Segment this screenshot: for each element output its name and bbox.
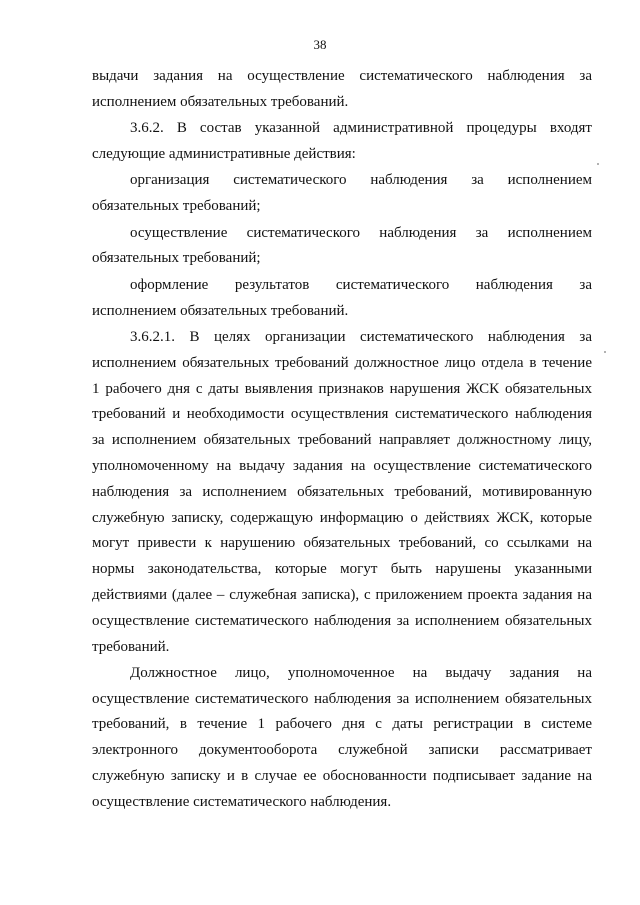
page-number: 38 (313, 37, 327, 52)
text-line: обязательных требований; (92, 250, 261, 267)
text-line: обязательных требований; (92, 198, 261, 215)
text-line: требований. (92, 638, 170, 655)
text-line: за исполнением обязательных требований направляет должностному лицу, (92, 432, 592, 449)
text-line: выдачи задания на осуществление систематического наблюдения за (92, 68, 592, 84)
text-line: исполнением обязательных требований. (92, 302, 349, 319)
text-line: Должностное лицо, уполномоченное на выдачу задания на (130, 664, 592, 681)
text-line: наблюдения за исполнением обязательных требований, мотивированную (92, 483, 592, 500)
text-line: требований, в течение 1 рабочего дня с даты регистрации в системе (92, 716, 592, 733)
text-line: могут привести к нарушению обязательных требований, со ссылками на (92, 535, 592, 552)
text-line: осуществление систематического наблюдения за исполнением обязательных (92, 690, 592, 707)
text-line: электронного документооборота служебной записки рассматривает (92, 742, 592, 759)
text-line: требований и необходимости осуществления систематического наблюдения (92, 406, 592, 423)
text-line: служебную записку, содержащую информацию о действиях ЖСК, которые (92, 509, 592, 526)
text-line: следующие административные действия: (92, 145, 356, 162)
document-body (92, 64, 592, 816)
text-line: оформление результатов систематического наблюдения за (130, 276, 592, 293)
text-line: служебную записку и в случае ее обоснованности подписывает задание на (92, 768, 592, 785)
text-line: исполнением обязательных требований должностное лицо отдела в течение (92, 354, 592, 371)
text-line: исполнением обязательных требований. (92, 93, 349, 110)
text-line: осуществление систематического наблюдения за исполнением (130, 224, 592, 241)
text-line: действиями (далее – служебная записка), с приложением проекта задания на (92, 586, 592, 603)
scan-speck (604, 351, 606, 353)
text-line: организация систематического наблюдения за исполнением (130, 172, 592, 189)
text-line: уполномоченному на выдачу задания на осуществление систематического (92, 457, 592, 474)
scan-speck (597, 163, 599, 165)
text-line: 3.6.2. В состав указанной административной процедуры входят (130, 120, 592, 137)
text-line: осуществление систематического наблюдения за исполнением обязательных (92, 612, 592, 629)
text-line: 1 рабочего дня с даты выявления признаков нарушения ЖСК обязательных (92, 380, 592, 397)
text-line: 3.6.2.1. В целях организации систематического наблюдения за (130, 328, 592, 345)
text-line: нормы законодательства, которые могут быть нарушены указанными (92, 561, 592, 578)
text-line: осуществление систематического наблюдения. (92, 793, 392, 810)
